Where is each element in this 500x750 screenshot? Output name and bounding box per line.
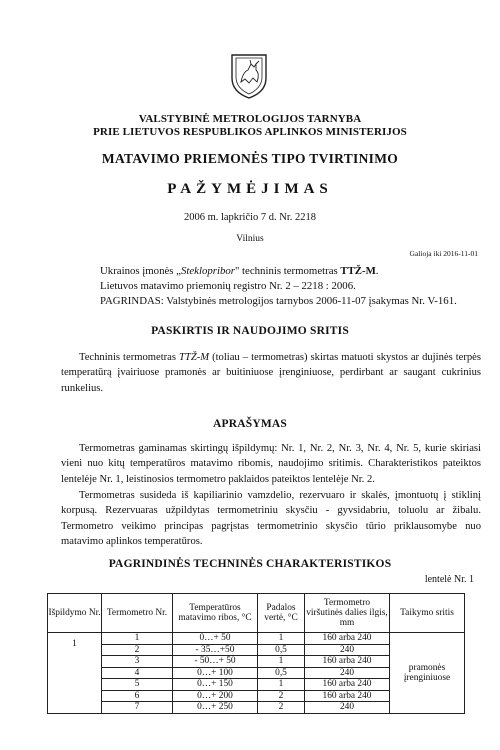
description-heading: APRAŠYMAS bbox=[213, 418, 287, 430]
purpose-prefix: Techninis termometras bbox=[79, 352, 180, 363]
description-paragraph-1: Termometras gaminamas skirtingų išpildymų: Nr. 1, Nr. 2, Nr. 3, Nr. 4, Nr. 5, kurie skiriasi vieni nuo kitų temperatūros matavimo ribomis, naudojimo sritimis. Charakteristikos pateiktos lentelėje Nr. 1, leistinosios termometro paklaidos pateiktos lentelėje Nr. 2. bbox=[61, 443, 481, 485]
table-header-row bbox=[48, 594, 465, 633]
range-cell: 0…+ 200 bbox=[173, 690, 258, 702]
thermometer-nr-cell: 1 bbox=[102, 633, 173, 645]
application-cell: pramonės įrenginiuose bbox=[390, 633, 465, 714]
range-cell: 0…+ 150 bbox=[173, 679, 258, 691]
org-line-2: PRIE LIETUVOS RESPUBLIKOS APLINKOS MINISTERIJOS bbox=[93, 126, 407, 138]
length-cell: 240 bbox=[305, 644, 390, 656]
date-number: 2006 m. lapkričio 7 d. Nr. 2218 bbox=[183, 212, 317, 223]
certificate-title: PAŽYMĖJIMAS bbox=[167, 181, 333, 197]
header-cell: Taikymo sritis bbox=[390, 594, 465, 633]
model-name: TTŽ-M bbox=[340, 265, 376, 277]
intro-middle: " techninis termometras bbox=[234, 265, 341, 277]
purpose-heading: PASKIRTIS IR NAUDOJIMO SRITIS bbox=[151, 325, 349, 337]
purpose-text: (toliau – termometras) skirtas matuoti skystos ar dujinės terpės temperatūrą įvairiuose pramonės ar buitiniuose įrenginiuose, perdirbant ar saugant cukrinius runkelius. bbox=[61, 352, 482, 394]
division-cell: 0,5 bbox=[258, 644, 305, 656]
org-line-1: VALSTYBINĖ METROLOGIJOS TARNYBA bbox=[138, 113, 362, 125]
validity-note: Galioja iki 2016-11-01 bbox=[409, 249, 478, 258]
intro-end: . bbox=[375, 265, 379, 277]
document-title: MATAVIMO PRIEMONĖS TIPO TVIRTINIMO bbox=[101, 151, 399, 166]
header-cell: Termometro viršutinės dalies ilgis, mm bbox=[305, 594, 390, 633]
company-name: Steklopribor bbox=[180, 265, 235, 277]
table-row bbox=[48, 633, 465, 645]
intro-line-2: Lietuvos matavimo priemonių registro Nr. 2 – 2218 : 2006. bbox=[100, 280, 356, 293]
header-cell: Temperatūros matavimo ribos, °C bbox=[173, 594, 258, 633]
length-cell: 160 arba 240 bbox=[305, 633, 390, 645]
thermometer-nr-cell: 7 bbox=[102, 702, 173, 714]
thermometer-nr-cell: 4 bbox=[102, 667, 173, 679]
thermometer-nr-cell: 5 bbox=[102, 679, 173, 691]
purpose-model: TTŽ-M bbox=[179, 352, 210, 363]
length-cell: 160 arba 240 bbox=[305, 679, 390, 691]
range-cell: 0…+ 250 bbox=[173, 702, 258, 714]
coat-of-arms-icon bbox=[229, 52, 269, 100]
division-cell: 1 bbox=[258, 656, 305, 668]
intro-block bbox=[100, 264, 457, 310]
thermometer-nr-cell: 6 bbox=[102, 690, 173, 702]
length-cell: 240 bbox=[305, 702, 390, 714]
range-cell: - 50…+ 50 bbox=[173, 656, 258, 668]
ispildymo-cell: 1 bbox=[48, 633, 102, 714]
range-cell: - 35…+50 bbox=[173, 644, 258, 656]
range-cell: 0…+ 100 bbox=[173, 667, 258, 679]
thermometer-nr-cell: 3 bbox=[102, 656, 173, 668]
division-cell: 1 bbox=[258, 679, 305, 691]
header-cell: Padalos vertė, °C bbox=[258, 594, 305, 633]
division-cell: 2 bbox=[258, 690, 305, 702]
purpose-paragraph bbox=[61, 350, 481, 396]
intro-line-1 bbox=[100, 264, 457, 279]
specs-table bbox=[47, 593, 465, 714]
division-cell: 2 bbox=[258, 702, 305, 714]
specs-heading: PAGRINDINĖS TECHNINĖS CHARAKTERISTIKOS bbox=[108, 558, 392, 570]
division-cell: 0,5 bbox=[258, 667, 305, 679]
intro-prefix: Ukrainos įmonės „ bbox=[100, 265, 181, 277]
length-cell: 160 arba 240 bbox=[305, 656, 390, 668]
description-paragraph-2: Termometras susideda iš kapiliarinio vamzdelio, rezervuaro ir skalės, įmontuotų į stiklinį korpusą. Rezervuaras užpildytas termometriniu skysčiu - gyvsidabriu, toluolu ar žibalu. Termometro veikimo principas pagrįstas termometrinio skysčio tūrio priklausomybe nuo matavimo aplinkos temperatūros. bbox=[61, 490, 481, 548]
length-cell: 160 arba 240 bbox=[305, 690, 390, 702]
city: Vilnius bbox=[236, 234, 264, 244]
table-label: lentelė Nr. 1 bbox=[424, 574, 474, 585]
intro-line-3: PAGRINDAS: Valstybinės metrologijos tarnybos 2006-11-07 įsakymas Nr. V-161. bbox=[100, 295, 457, 308]
division-cell: 1 bbox=[258, 633, 305, 645]
header-cell: Termometro Nr. bbox=[102, 594, 173, 633]
thermometer-nr-cell: 2 bbox=[102, 644, 173, 656]
range-cell: 0…+ 50 bbox=[173, 633, 258, 645]
header-cell: Išpildymo Nr. bbox=[48, 594, 102, 633]
length-cell: 240 bbox=[305, 667, 390, 679]
